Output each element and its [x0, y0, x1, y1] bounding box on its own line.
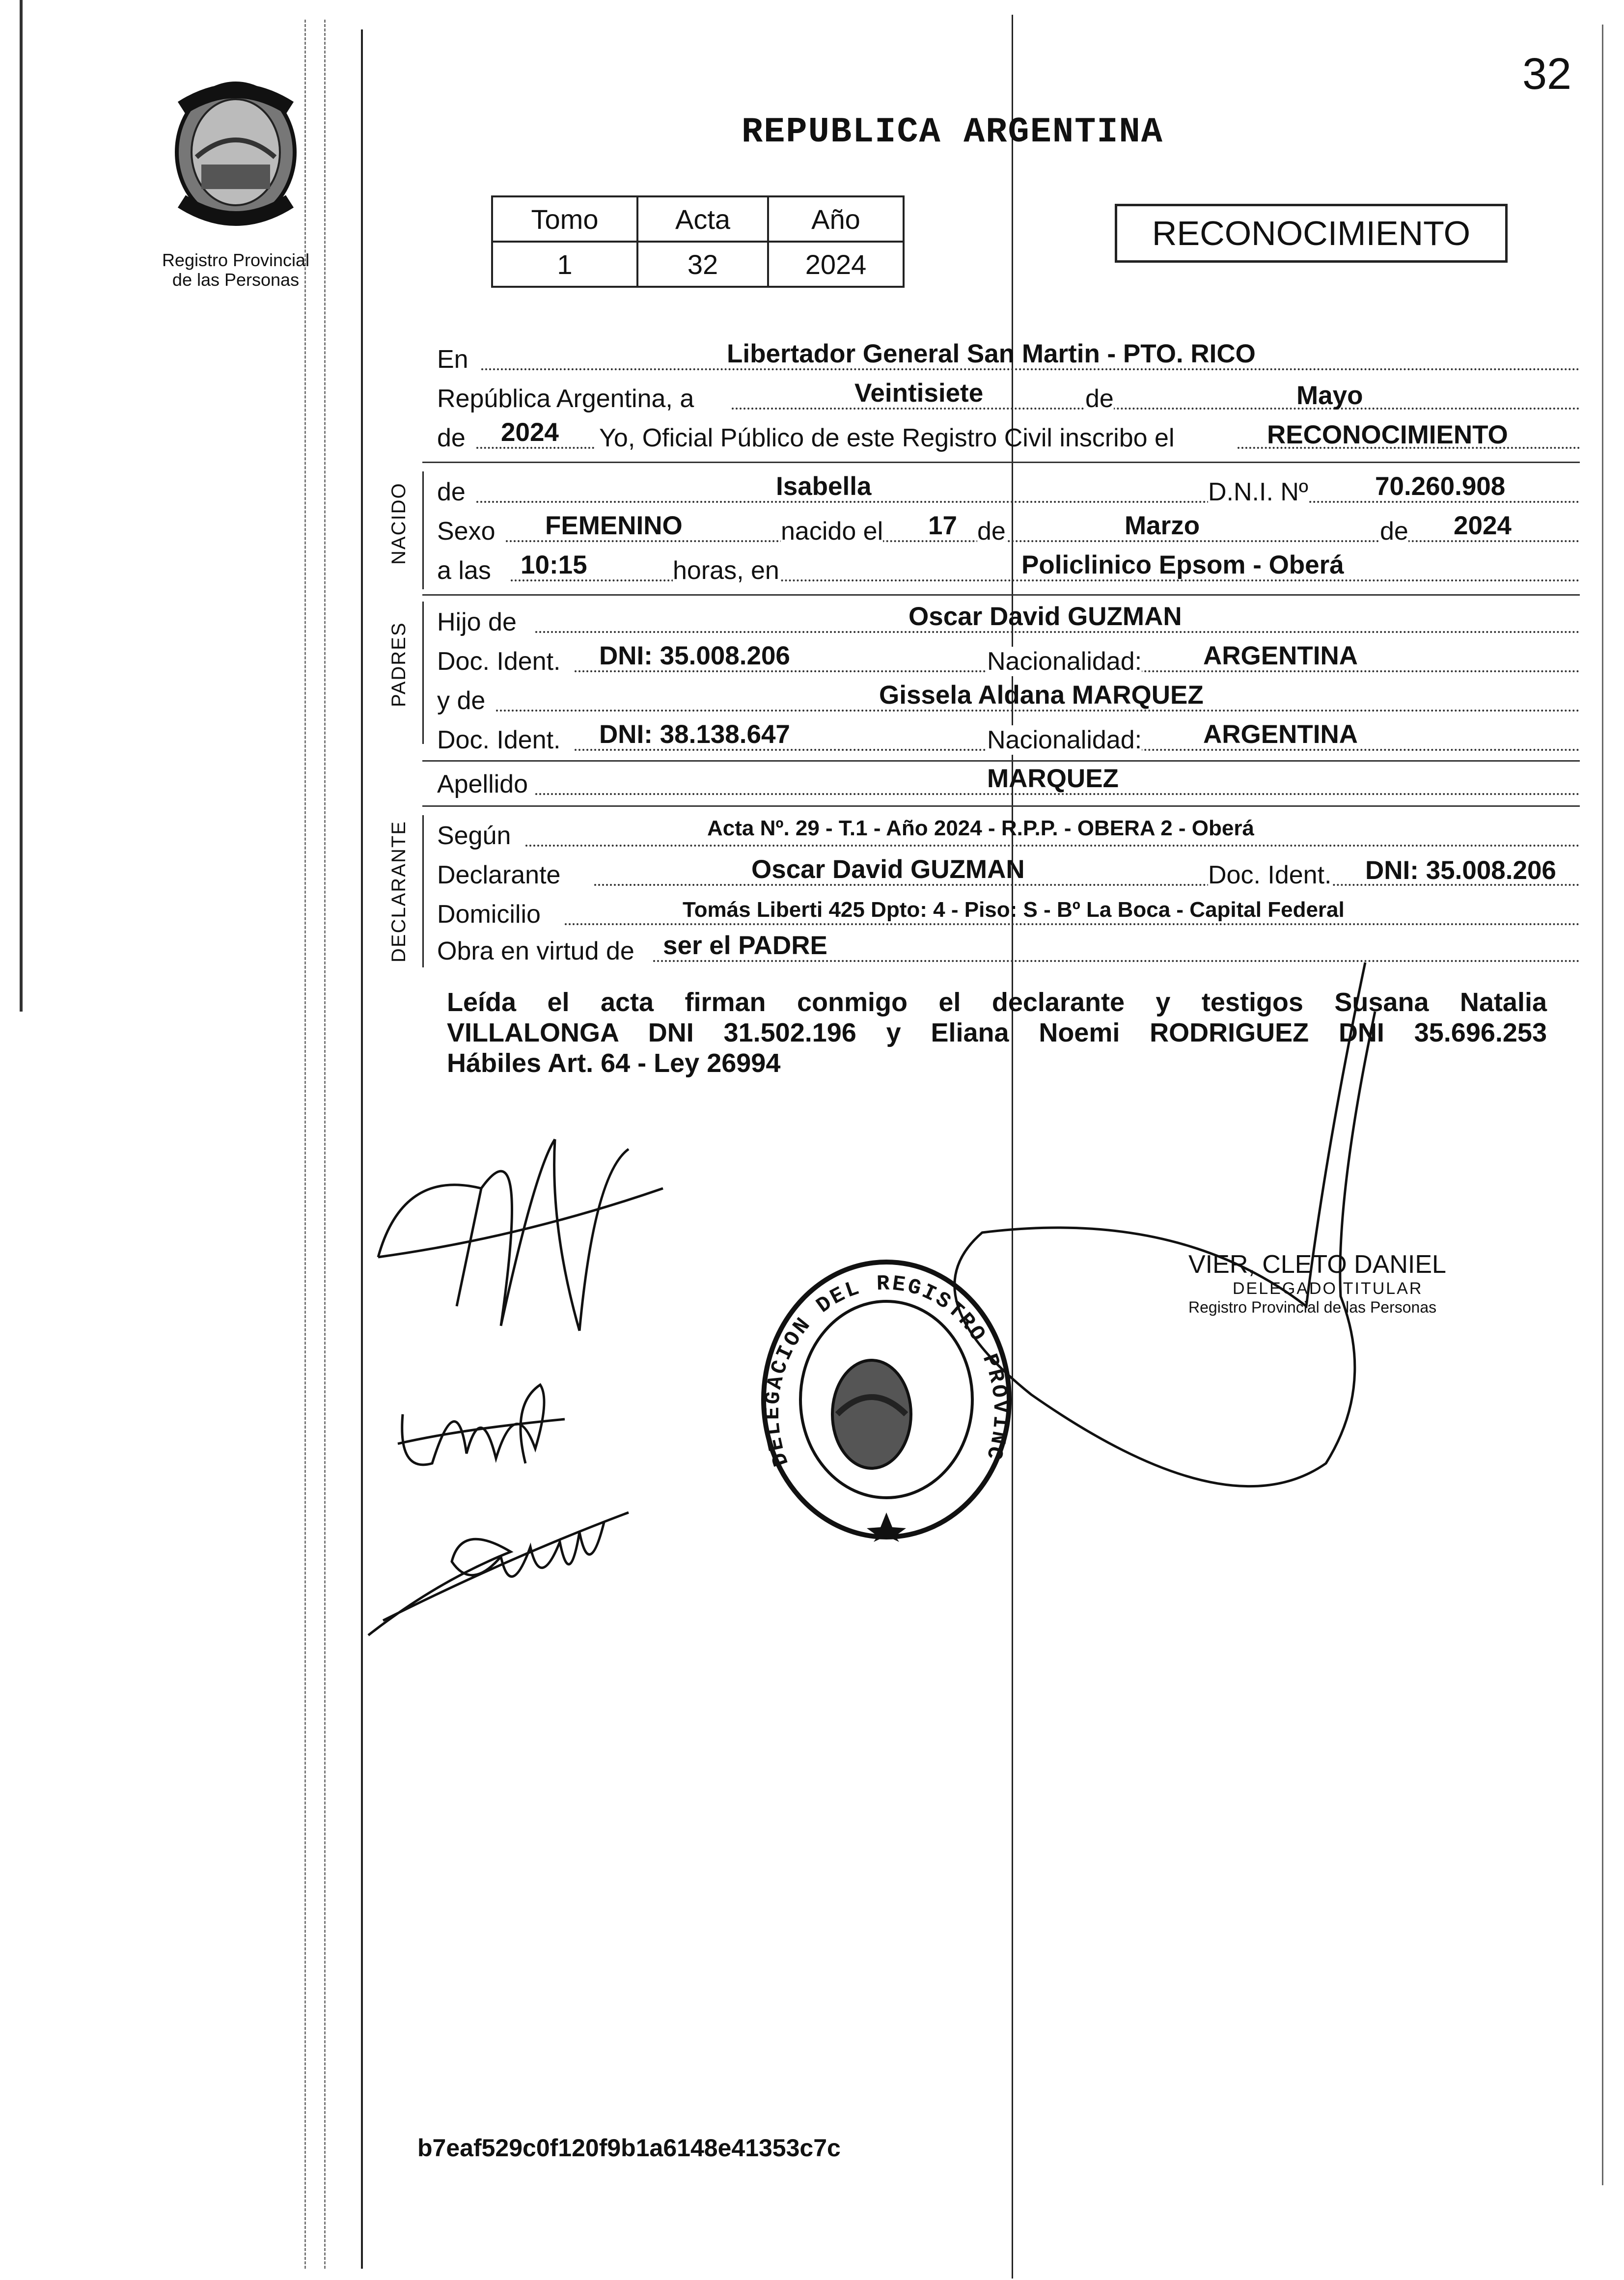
segun-value: Acta Nº. 29 - T.1 - Año 2024 - R.P.P. - OBERA 2 - Oberá [707, 816, 1254, 840]
nacido-de-label: de [437, 478, 466, 506]
table-value-acta: 32 [637, 242, 768, 287]
declarante-top-rule [422, 805, 1580, 807]
nacido-bracket [422, 471, 424, 589]
binding-edge-line [20, 0, 23, 1012]
table-header-acta: Acta [637, 196, 768, 242]
month-value: Mayo [1296, 381, 1363, 410]
row-apellido [437, 764, 1580, 799]
row-hijo [437, 602, 1580, 637]
dom-label: Domicilio [437, 900, 541, 929]
birth-month-value: Marzo [1125, 511, 1200, 540]
en-label: En [437, 345, 468, 374]
row-decl [437, 854, 1580, 890]
en-value: Libertador General San Martin - PTO. RICO [727, 339, 1256, 368]
dom-value: Tomás Liberti 425 Dpto: 4 - Piso: S - Bº La Boca - Capital Federal [683, 898, 1345, 922]
segun-dots [525, 845, 1580, 847]
nac1-value: ARGENTINA [1203, 641, 1358, 670]
row-doc1 [437, 641, 1580, 676]
padres-top-rule [422, 594, 1580, 596]
page-number: 32 [1522, 50, 1572, 99]
decl-doc-label: Doc. Ident. [1208, 861, 1332, 889]
declarante-bracket [422, 815, 424, 967]
row-segun [437, 815, 1580, 851]
day-value: Veintisiete [854, 379, 984, 408]
row-yo [437, 417, 1580, 453]
apellido-value: MARQUEZ [987, 764, 1119, 793]
logo-caption-line1: Registro Provincial [162, 250, 310, 270]
apellido-top-rule [422, 760, 1580, 762]
nac2-label: Nacionalidad: [987, 726, 1142, 754]
yde-label: y de [437, 687, 486, 715]
birth-day-value: 17 [928, 511, 957, 540]
seal-outer-text: DELEGACION DEL REGISTRO PROVINC [760, 1271, 1013, 1469]
birth-place-value: Policlinico Epsom - Oberá [1021, 550, 1344, 579]
nac2-value: ARGENTINA [1203, 720, 1358, 749]
time-value: 10:15 [521, 550, 587, 579]
row-sexo [437, 511, 1580, 546]
doc1-label: Doc. Ident. [437, 647, 561, 676]
dni-value: 70.260.908 [1375, 472, 1506, 501]
nac1-label: Nacionalidad: [987, 647, 1142, 676]
row-yde [437, 680, 1580, 715]
declarant-signature [373, 1100, 668, 1346]
row-domicilio [437, 894, 1580, 929]
official-org: Registro Provincial de las Personas [1188, 1298, 1437, 1316]
logo-caption-line2: de las Personas [172, 270, 300, 290]
province-emblem [162, 79, 309, 236]
round-seal [759, 1257, 1014, 1542]
alas-label: a las [437, 556, 491, 585]
witness-signature-2 [363, 1483, 638, 1650]
country-title: REPUBLICA ARGENTINA [742, 112, 1163, 152]
doc1-value: DNI: 35.008.206 [599, 641, 790, 670]
padres-section-label: PADRES [388, 622, 410, 707]
obra-value: ser el PADRE [663, 931, 827, 960]
de2-label: de [437, 424, 466, 452]
official-stamp [1188, 1250, 1463, 1317]
padres-bracket [422, 602, 424, 744]
table-header-anio: Año [768, 196, 904, 242]
document-hash: b7eaf529c0f120f9b1a6148e41353c7c [417, 2134, 841, 2162]
doc2-value: DNI: 38.138.647 [599, 720, 790, 749]
logo-caption [147, 250, 324, 290]
dom-dots [565, 923, 1580, 925]
mother-value: Gissela Aldana MARQUEZ [879, 681, 1204, 710]
row-doc2 [437, 719, 1580, 755]
name-value: Isabella [776, 472, 872, 501]
nacido-el-label: nacido el [781, 517, 883, 546]
official-title: DELEGADO TITULAR [1233, 1279, 1423, 1298]
obra-label: Obra en virtud de [437, 937, 634, 965]
official-name: VIER, CLETO DANIEL [1188, 1250, 1446, 1279]
table-value-tomo: 1 [492, 242, 637, 287]
de-label: de [1085, 385, 1114, 413]
closing-line-3: Hábiles Art. 64 - Ley 26994 [447, 1048, 781, 1078]
left-margin-line [361, 29, 363, 2269]
sexo-label: Sexo [437, 517, 495, 546]
doc2-label: Doc. Ident. [437, 726, 561, 754]
table-value-anio: 2024 [768, 242, 904, 287]
row-alas [437, 550, 1580, 585]
decl-label: Declarante [437, 861, 561, 889]
horas-label: horas, en [673, 556, 779, 585]
segun-label: Según [437, 822, 511, 850]
birth-de2-label: de [1380, 517, 1408, 546]
apellido-label: Apellido [437, 770, 528, 798]
birth-de-label: de [977, 517, 1006, 546]
sexo-value: FEMENINO [545, 511, 683, 540]
doc-type-box: RECONOCIMIENTO [1115, 204, 1508, 263]
hijo-label: Hijo de [437, 608, 517, 636]
act-value: RECONOCIMIENTO [1267, 420, 1508, 449]
yo-text: Yo, Oficial Público de este Registro Civil inscribo el [599, 424, 1175, 452]
right-margin-line [1602, 25, 1603, 2185]
birth-year-value: 2024 [1454, 511, 1512, 540]
row-en [437, 339, 1580, 374]
row-republica [437, 378, 1580, 413]
row-nacido-name [437, 471, 1580, 507]
perforation-line-2 [324, 20, 327, 2269]
closing-line-2: VILLALONGA DNI 31.502.196 y Eliana Noemi RODRIGUEZ DNI 35.696.253 [447, 1018, 1547, 1047]
registry-table [491, 195, 905, 288]
year-value: 2024 [501, 418, 559, 447]
nacido-top-rule [422, 462, 1580, 463]
perforation-line-1 [304, 20, 307, 2269]
closing-line-1: Leída el acta firman conmigo el declarante y testigos Susana Natalia [447, 988, 1547, 1017]
nacido-section-label: NACIDO [388, 482, 410, 565]
republica-label: República Argentina, a [437, 385, 694, 413]
table-header-tomo: Tomo [492, 196, 637, 242]
father-value: Oscar David GUZMAN [908, 602, 1182, 631]
decl-doc-value: DNI: 35.008.206 [1365, 856, 1556, 885]
declarante-section-label: DECLARANTE [388, 821, 410, 962]
decl-value: Oscar David GUZMAN [751, 855, 1025, 884]
dni-label: D.N.I. Nº [1208, 478, 1308, 506]
